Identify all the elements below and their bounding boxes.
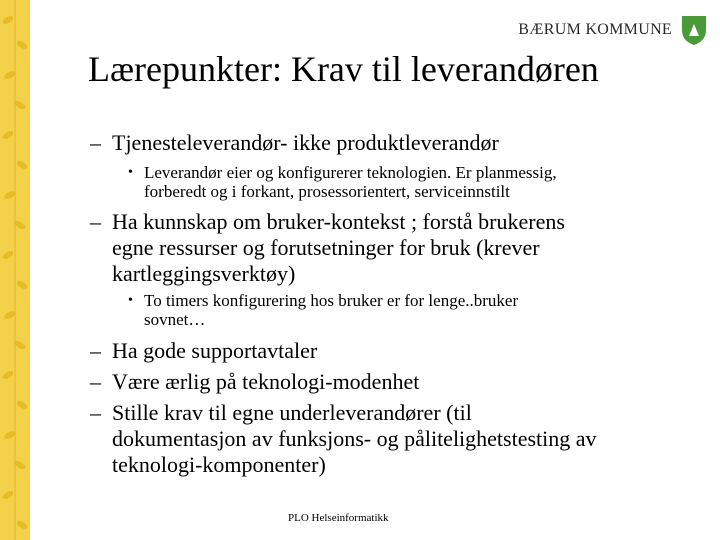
bullet-text: Ha gode supportavtaler: [112, 338, 318, 363]
sub-bullet-text: sovnet…: [144, 310, 206, 329]
dash-marker: –: [90, 338, 101, 363]
sub-bullet-text: To timers konfigurering hos bruker er for lenge..bruker: [144, 291, 519, 310]
slide-title: Lærepunkter: Krav til leverandøren: [88, 49, 599, 89]
sub-bullet-text: forberedt og i forkant, prosessorientert, serviceinnstilt: [144, 182, 510, 201]
sub-bullet-text: Leverandør eier og konfigurerer teknologien. Er planmessig,: [144, 163, 557, 182]
bullet-text: Ha kunnskap om bruker-kontekst ; forstå brukerens: [112, 209, 565, 234]
bullet-text: Tjenesteleverandør- ikke produktleverandør: [112, 130, 499, 155]
leaf-pattern: [0, 0, 30, 540]
dash-marker: –: [90, 369, 101, 394]
dash-marker: –: [90, 400, 101, 425]
bullet-marker: •: [128, 165, 133, 180]
dash-marker: –: [90, 130, 101, 155]
bullet-text: egne ressurser og forutsetninger for bruk (krever: [112, 235, 540, 260]
bullet-text: Være ærlig på teknologi-modenhet: [112, 369, 420, 394]
decorative-side-strip: [0, 0, 30, 540]
dash-marker: –: [90, 209, 101, 234]
organization-name: BÆRUM KOMMUNE: [518, 21, 672, 38]
bullet-marker: •: [128, 293, 133, 308]
bullet-text: teknologi-komponenter): [112, 452, 326, 477]
organization-logo: [518, 14, 708, 46]
bullet-text: Stille krav til egne underleverandører (til: [112, 400, 472, 425]
footer-text: PLO Helseinformatikk: [288, 512, 389, 524]
bullet-text: dokumentasjon av funksjons- og pålitelighetstesting av: [112, 426, 597, 451]
bullet-text: kartleggingsverktøy): [112, 261, 296, 286]
shield-icon: [680, 14, 708, 46]
